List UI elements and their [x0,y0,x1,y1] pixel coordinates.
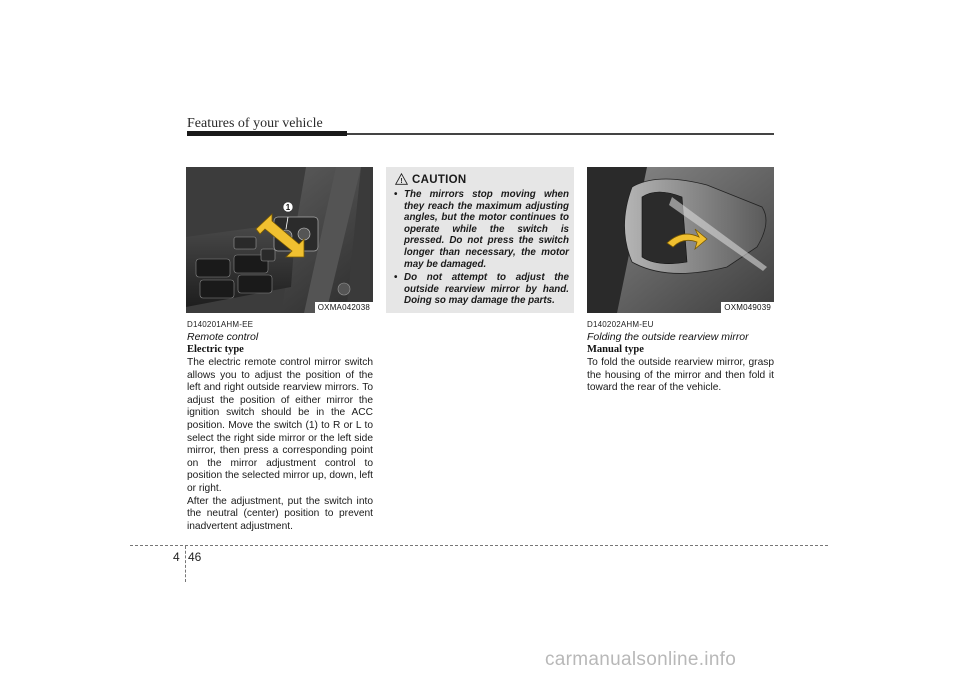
caution-title: CAUTION [412,174,467,186]
image-code-left: OXMA042038 [315,302,373,313]
caution-item: • The mirrors stop moving when they reach the maximum adjusting angles, but the motor continues to operate while the switch is pressed. Do not press the switch longer than necessary, the motor may be damaged. [394,189,569,270]
caution-item: • Do not attempt to adjust the outside rearview mirror by hand. Doing so may damage the parts. [394,272,569,307]
subheading: Remote control [187,331,259,343]
section-title: Features of your vehicle [187,116,323,131]
type-heading: Electric type [187,344,244,355]
paragraph: To fold the outside rearview mirror, grasp the housing of the mirror and then fold it toward the rear of the vehicle. [587,357,774,394]
type-heading: Manual type [587,344,644,355]
paragraph: The electric remote control mirror switch allows you to adjust the position of the left and right outside rearview mirrors. To adjust the position of either mirror the ignition switch should be in the ACC position. Move the switch (1) to R or L to select the right side mirror or the left side mirror, then press a corresponding point on the mirror adjustment control to position the selected mirror up, down, left or right. [187,357,373,494]
body-text [187,357,373,533]
footer-rule [130,545,828,546]
caution-box [386,167,574,313]
mirror-illustration [587,167,774,313]
caution-list [394,189,569,309]
door-switch-photo [186,167,373,313]
section-code: D140202AHM-EU [587,320,654,329]
footer-divider [185,546,186,582]
outside-mirror-photo [587,167,774,313]
chapter-number: 4 [173,550,180,564]
image-code-right: OXM049039 [721,302,774,313]
warning-triangle-icon [395,173,408,185]
svg-text:!: ! [400,178,403,185]
callout-1: 1 [285,203,291,212]
subheading: Folding the outside rearview mirror [587,331,749,343]
door-switch-illustration [186,167,373,313]
page-number: 46 [188,550,202,564]
watermark: carmanualsonline.info [545,649,737,670]
header-rule-accent [187,131,347,136]
paragraph: After the adjustment, put the switch into the neutral (center) position to prevent inadvertent adjustment. [187,495,373,532]
section-code: D140201AHM-EE [187,320,254,329]
